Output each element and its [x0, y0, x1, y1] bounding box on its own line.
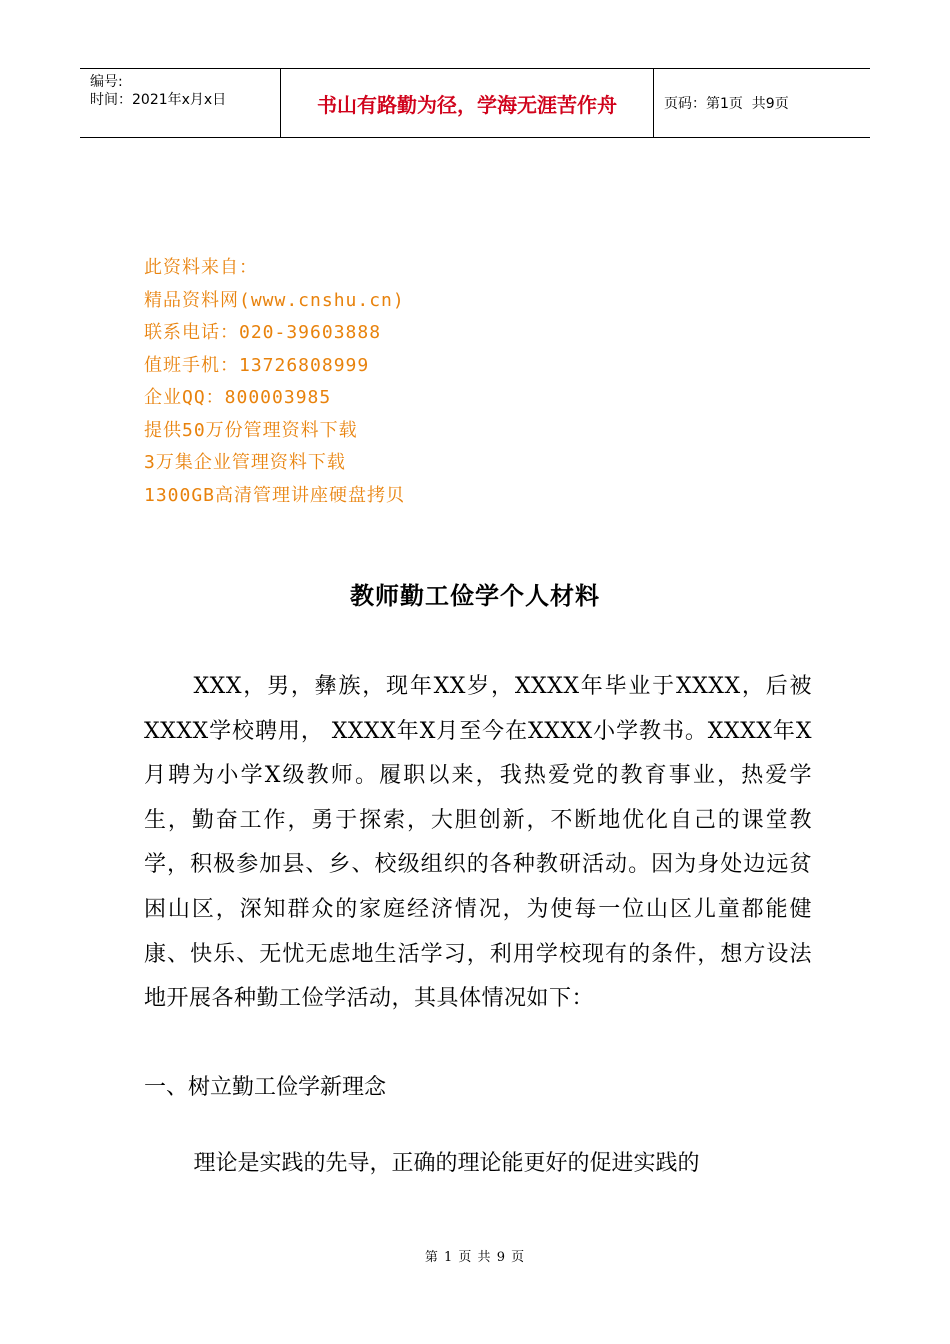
source-line: 1300GB高清管理讲座硬盘拷贝 [144, 484, 406, 506]
source-line: 联系电话：020-39603888 [144, 322, 382, 343]
source-line: 3万集企业管理资料下载 [144, 452, 346, 473]
source-line: 精品资料网(www.cnshu.cn) [144, 289, 405, 311]
source-line: 提供50万份管理资料下载 [144, 419, 358, 441]
source-line: 企业QQ：800003985 [144, 387, 332, 408]
number-label: 编号: [90, 74, 123, 90]
document-body [144, 665, 812, 1022]
source-info-block [144, 252, 405, 512]
page-info-text: 页码：第1页 共9页 [664, 96, 789, 112]
document-title: 教师勤工俭学个人材料 [350, 582, 600, 610]
header-motto: 书山有路勤为径，学海无涯苦作舟 [281, 69, 654, 137]
source-line: 值班手机：13726808999 [144, 354, 370, 376]
intro-paragraph: XXX，男，彝族，现年XX岁，XXXX年毕业于XXXX，后被XXXX学校聘用， XXXX年X月至今在XXXX小学教书。XXXX年X月聘为小学X级教师。履职以来，我热爱党的教育事业，热爱学生，勤奋工作，勇于探索，大胆创新，不断地优化自己的课堂教学，积极参加县、乡、校级组织的各种教研活动。因为身处边远贫困山区，深知群众的家庭经济情况，为使每一位山区儿童都能健康、快乐、无忧无虑地生活学习，利用学校现有的条件，想方设法地开展各种勤工俭学活动，其具体情况如下： [144, 674, 812, 1012]
section-heading: 一、树立勤工俭学新理念 [144, 1075, 387, 1100]
header-meta [80, 69, 281, 137]
header-page-info [654, 69, 870, 137]
time-label: 时间：2021年x月x日 [90, 92, 227, 108]
section-paragraph: 理论是实践的先导，正确的理论能更好的促进实践的 [193, 1151, 700, 1176]
page-footer: 第 1 页 共 9 页 [424, 1250, 526, 1265]
page-header [80, 68, 870, 138]
source-line: 此资料来自： [144, 257, 258, 278]
